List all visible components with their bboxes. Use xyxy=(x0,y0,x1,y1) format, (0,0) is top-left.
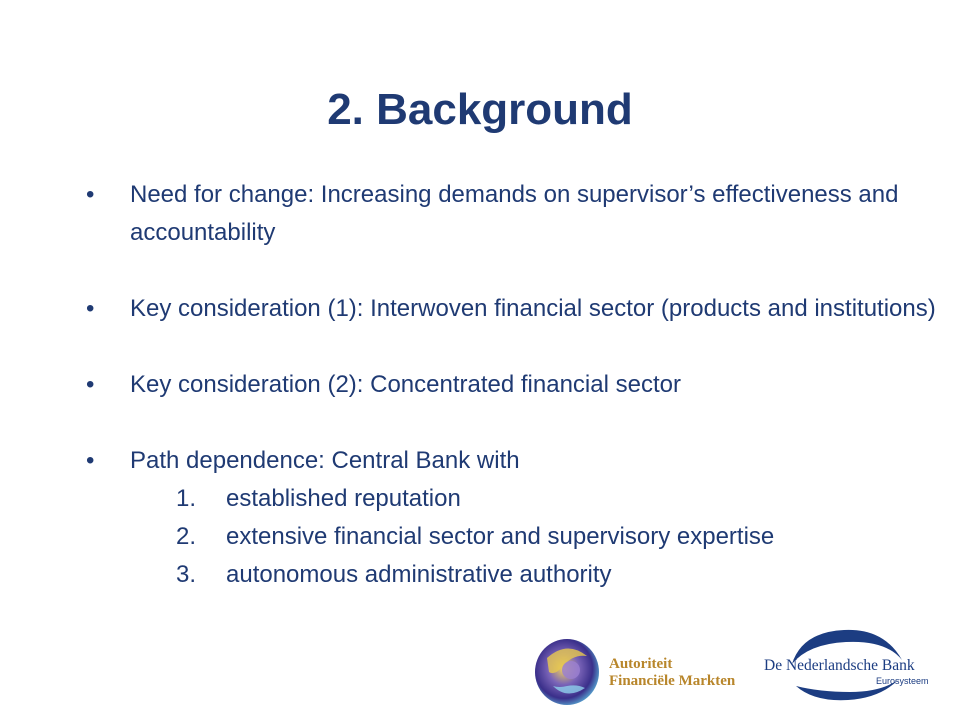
bullet-item xyxy=(80,366,950,404)
bullet-text: Need for change: Increasing demands on supervisor’s effectiveness and accountability xyxy=(130,181,899,246)
numbered-item xyxy=(80,556,950,594)
bullet-item xyxy=(80,176,950,252)
dnb-logo xyxy=(762,624,932,704)
numbered-item xyxy=(80,480,950,518)
bullet-text: Key consideration (1): Interwoven financial sector (products and institutions) xyxy=(130,295,936,322)
bullet-item xyxy=(80,290,950,328)
afm-logo-line2: Financiële Markten xyxy=(609,673,736,689)
item-number: 3. xyxy=(176,561,197,588)
bullet-text: Key consideration (2): Concentrated financial sector xyxy=(130,371,681,398)
bullet-text: Path dependence: Central Bank with xyxy=(130,447,520,474)
numbered-list xyxy=(80,480,950,594)
afm-logo xyxy=(533,636,743,708)
bullet-marker: • xyxy=(86,371,95,398)
item-text: autonomous administrative authority xyxy=(226,561,612,588)
bullet-marker: • xyxy=(86,295,95,322)
bullet-item xyxy=(80,442,950,480)
dnb-logo-mark xyxy=(762,624,932,704)
bullet-marker: • xyxy=(86,447,95,474)
slide-title: 2. Background xyxy=(327,85,633,134)
item-number: 1. xyxy=(176,485,197,512)
numbered-item xyxy=(80,518,950,556)
item-text: established reputation xyxy=(226,485,461,512)
dnb-logo-line2: Eurosysteem xyxy=(876,676,929,686)
afm-logo-line1: Autoriteit xyxy=(609,656,673,672)
dnb-logo-line1: De Nederlandsche Bank xyxy=(764,657,915,674)
bullet-marker: • xyxy=(86,181,95,208)
bullet-list xyxy=(80,176,950,594)
afm-logo-mark xyxy=(533,636,743,708)
item-text: extensive financial sector and supervisory expertise xyxy=(226,523,775,550)
item-number: 2. xyxy=(176,523,197,550)
